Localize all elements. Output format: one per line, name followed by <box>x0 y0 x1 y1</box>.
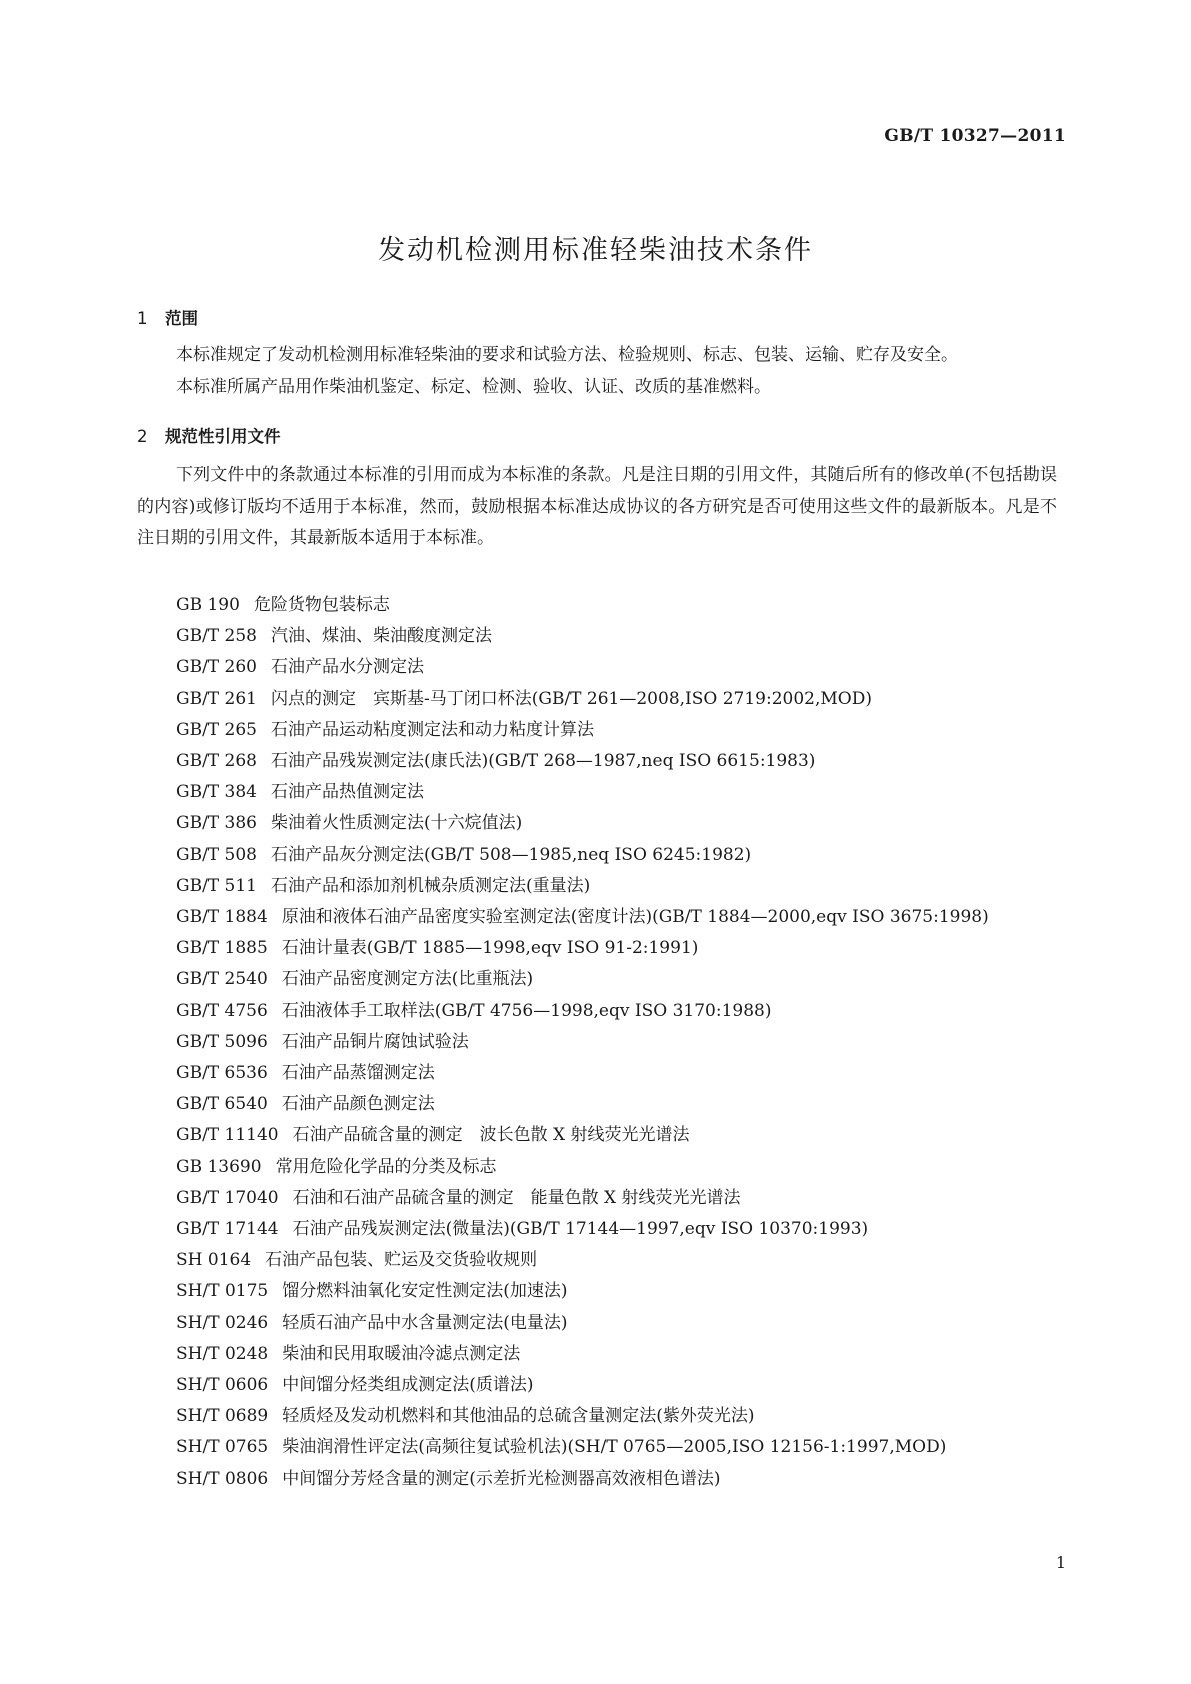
reference-title: 馏分燃料油氧化安定性测定法(加速法) <box>282 1281 568 1302</box>
reference-item <box>137 684 1057 715</box>
reference-title: 柴油着火性质测定法(十六烷值法) <box>271 813 523 834</box>
reference-code: SH/T 0765 <box>176 1437 269 1458</box>
reference-item <box>137 840 1057 871</box>
document-title: 发动机检测用标准轻柴油技术条件 <box>378 235 813 266</box>
reference-title: 石油计量表(GB/T 1885—1998,eqv ISO 91-2:1991) <box>281 938 699 959</box>
reference-item <box>137 777 1057 808</box>
reference-title: 石油产品残炭测定法(微量法)(GB/T 17144—1997,eqv ISO 10370:1993) <box>292 1219 869 1240</box>
reference-title: 危险货物包装标志 <box>253 595 390 615</box>
reference-title: 石油产品颜色测定法 <box>281 1094 435 1115</box>
section-1-title: 范围 <box>165 309 198 328</box>
reference-code: GB/T 6540 <box>176 1094 268 1115</box>
reference-code: GB/T 6536 <box>176 1063 268 1084</box>
reference-code: GB/T 17040 <box>176 1187 279 1208</box>
reference-code: GB/T 1884 <box>176 907 268 928</box>
reference-item <box>137 715 1057 746</box>
reference-title: 石油和石油产品硫含量的测定 能量色散 X 射线荧光光谱法 <box>292 1187 741 1208</box>
reference-title: 石油产品硫含量的测定 波长色散 X 射线荧光光谱法 <box>292 1125 690 1146</box>
reference-title: 常用危险化学品的分类及标志 <box>275 1156 497 1177</box>
section-1-heading <box>137 305 198 329</box>
reference-title: 石油液体手工取样法(GB/T 4756—1998,eqv ISO 3170:1988) <box>281 1000 772 1021</box>
reference-item <box>137 1308 1057 1339</box>
reference-code: GB/T 5096 <box>176 1031 268 1052</box>
reference-code: GB/T 268 <box>176 751 257 772</box>
reference-code: SH/T 0606 <box>176 1375 269 1396</box>
reference-title: 原油和液体石油产品密度实验室测定法(密度计法)(GB/T 1884—2000,eqv ISO 3675:1998) <box>281 907 989 928</box>
reference-code: GB 13690 <box>176 1156 262 1177</box>
reference-item <box>137 1089 1057 1120</box>
reference-title: 石油产品残炭测定法(康氏法)(GB/T 268—1987,neq ISO 6615:1983) <box>271 751 816 772</box>
reference-title: 汽油、煤油、柴油酸度测定法 <box>271 626 492 647</box>
section-1-number: 1 <box>137 309 148 328</box>
reference-item <box>137 933 1057 964</box>
reference-code: GB/T 11140 <box>176 1125 279 1146</box>
section-2-intro-paragraph: 下列文件中的条款通过本标准的引用而成为本标准的条款。凡是注日期的引用文件，其随后所有的修改单(不包括勘误的内容)或修订版均不适用于本标准，然而，鼓励根据本标准达成协议的各方研究是否可使用这些文件的最新版本。凡是不注日期的引用文件，其最新版本适用于本标准。 <box>137 465 1057 548</box>
section-1-paragraph: 本标准规定了发动机检测用标准轻柴油的要求和试验方法、检验规则、标志、包装、运输、贮存及安全。 <box>176 345 958 365</box>
reference-item <box>137 1401 1057 1432</box>
reference-item <box>137 621 1057 652</box>
reference-title: 石油产品灰分测定法(GB/T 508—1985,neq ISO 6245:1982) <box>271 844 752 865</box>
reference-item <box>137 1152 1057 1183</box>
reference-code: GB/T 265 <box>176 719 257 740</box>
reference-code: GB/T 2540 <box>176 969 268 990</box>
reference-code: GB/T 511 <box>176 875 257 896</box>
page-number: 1 <box>1055 1553 1066 1572</box>
reference-code: SH 0164 <box>176 1250 252 1271</box>
reference-item <box>137 1027 1057 1058</box>
reference-item <box>137 1464 1057 1495</box>
reference-title: 轻质烃及发动机燃料和其他油品的总硫含量测定法(紫外荧光法) <box>282 1406 755 1427</box>
reference-code: GB/T 258 <box>176 626 257 647</box>
reference-item <box>137 590 1057 621</box>
reference-title: 柴油润滑性评定法(高频往复试验机法)(SH/T 0765—2005,ISO 12156-1:1997,MOD) <box>282 1437 947 1458</box>
reference-code: GB/T 4756 <box>176 1000 268 1021</box>
reference-code: SH/T 0175 <box>176 1281 269 1302</box>
section-2-intro <box>137 460 1057 555</box>
reference-item <box>137 1370 1057 1401</box>
standard-code: GB/T 10327—2011 <box>884 126 1066 146</box>
reference-item <box>137 1276 1057 1307</box>
reference-title: 石油产品热值测定法 <box>271 782 424 803</box>
reference-item <box>137 1183 1057 1214</box>
reference-code: GB/T 261 <box>176 688 257 709</box>
reference-title: 石油产品水分测定法 <box>271 657 424 678</box>
reference-title: 中间馏分芳烃含量的测定(示差折光检测器高效液相色谱法) <box>282 1468 721 1489</box>
section-2-number: 2 <box>137 427 148 446</box>
reference-item <box>137 964 1057 995</box>
reference-title: 石油产品铜片腐蚀试验法 <box>281 1031 469 1052</box>
reference-title: 石油产品运动粘度测定法和动力粘度计算法 <box>271 719 594 740</box>
section-2-title: 规范性引用文件 <box>165 427 281 446</box>
section-1-paragraph: 本标准所属产品用作柴油机鉴定、标定、检测、验收、认证、改质的基准燃料。 <box>176 376 771 397</box>
reference-code: SH/T 0248 <box>176 1343 269 1364</box>
reference-item <box>137 746 1057 777</box>
section-1-body <box>137 340 1057 403</box>
section-2-heading <box>137 423 281 447</box>
reference-code: SH/T 0689 <box>176 1406 269 1427</box>
reference-code: GB 190 <box>176 595 240 615</box>
reference-title: 石油产品蒸馏测定法 <box>281 1063 435 1084</box>
reference-title: 柴油和民用取暖油冷滤点测定法 <box>282 1343 521 1364</box>
reference-title: 中间馏分烃类组成测定法(质谱法) <box>282 1375 534 1396</box>
reference-item <box>137 1214 1057 1245</box>
reference-title: 石油产品密度测定方法(比重瓶法) <box>281 969 534 990</box>
reference-item <box>137 1432 1057 1463</box>
reference-item <box>137 1120 1057 1151</box>
reference-title: 闪点的测定 宾斯基-马丁闭口杯法(GB/T 261—2008,ISO 2719:2002,MOD) <box>271 688 873 709</box>
reference-code: GB/T 386 <box>176 813 257 834</box>
reference-code: SH/T 0246 <box>176 1312 269 1333</box>
reference-item <box>137 871 1057 902</box>
reference-code: GB/T 508 <box>176 844 257 865</box>
reference-item <box>137 902 1057 933</box>
reference-title: 石油产品和添加剂机械杂质测定法(重量法) <box>271 875 591 896</box>
reference-title: 轻质石油产品中水含量测定法(电量法) <box>282 1312 568 1333</box>
reference-code: GB/T 260 <box>176 657 257 678</box>
reference-item <box>137 1058 1057 1089</box>
reference-item <box>137 1245 1057 1276</box>
reference-code: GB/T 384 <box>176 782 257 803</box>
reference-item <box>137 1339 1057 1370</box>
reference-item <box>137 808 1057 839</box>
reference-item <box>137 652 1057 683</box>
reference-code: SH/T 0806 <box>176 1468 269 1489</box>
reference-list <box>137 590 1057 1495</box>
reference-code: GB/T 17144 <box>176 1219 279 1240</box>
reference-title: 石油产品包装、贮运及交货验收规则 <box>265 1250 538 1271</box>
reference-code: GB/T 1885 <box>176 938 268 959</box>
reference-item <box>137 996 1057 1027</box>
